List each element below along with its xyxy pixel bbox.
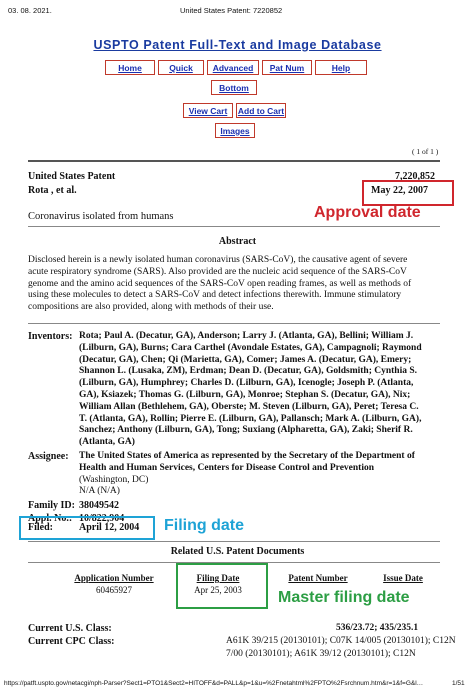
filed-label: Filed: [28, 522, 53, 533]
abstract-text [28, 255, 458, 314]
inventors-value [79, 331, 454, 449]
approval-date-box [362, 180, 454, 206]
abstract-line: Disclosed herein is a newly isolated human coronavirus (SARS-CoV), the causative agent of severe [28, 255, 408, 265]
cpc-class-line1: A61K 39/215 (20130101); C07K 14/005 (20130101); C12N [226, 636, 456, 646]
col-filing-date: Filing Date [196, 573, 240, 583]
col-issue-date: Issue Date [383, 573, 423, 583]
patent-title: Coronavirus isolated from humans [28, 211, 174, 222]
us-class-label: Current U.S. Class: [28, 623, 112, 634]
us-class-value: 536/23.72; 435/235.1 [336, 623, 419, 633]
inventors-line: (Decatur, GA), Chen; Qi (Marietta, GA), Comer; James A. (Decatur, GA), Emery; [79, 354, 412, 365]
inventors-line: William Allan (Bethlehem, GA), Oberste; M. Steven (Lilburn, GA), Peret; Teresa C. [79, 401, 419, 412]
uspto-banner[interactable]: USPTO Patent Full-Text and Image Database [93, 38, 382, 52]
abstract-rule [28, 323, 440, 324]
appl-no-label: Appl. No.: [28, 513, 73, 524]
abstract-line: acute respiratory syndrome (SARS). Also provided are the nucleic acid sequence of the SARS-CoV [28, 266, 407, 277]
inventors-line: (Lilburn, GA), Burns; Cara Carthel (Avondale Estates, GA), Campagnoli; Raymond [79, 342, 422, 353]
inventors-label: Inventors: [28, 331, 73, 342]
print-date: 03. 08. 2021. [8, 6, 52, 15]
filed-value: April 12, 2004 [79, 522, 140, 533]
approval-date-annotation: Approval date [314, 204, 421, 221]
home-button[interactable]: Home [105, 60, 155, 75]
patent-label: United States Patent [28, 171, 116, 182]
add-to-cart-button[interactable]: Add to Cart [236, 103, 286, 118]
appl-no-value: 10/822,904 [79, 513, 125, 524]
title-rule [28, 226, 440, 227]
col-patent-number: Patent Number [288, 573, 348, 583]
advanced-button[interactable]: Advanced [207, 60, 259, 75]
cpc-class-line2: 7/00 (20130101); A61K 39/12 (20130101); C12N [226, 649, 416, 659]
abstract-line: genome and the amino acid sequences of the SARS-CoV open reading frames, as well as methods of [28, 278, 412, 289]
cpc-class-label: Current CPC Class: [28, 636, 115, 647]
inventors-line: (Atlanta, GA) [79, 437, 135, 448]
master-filing-date-box [176, 563, 268, 609]
filing-date-annotation: Filing date [164, 517, 244, 534]
quick-button[interactable]: Quick [158, 60, 204, 75]
related-heading: Related U.S. Patent Documents [170, 546, 305, 557]
abstract-line: compositions are also provided, along with methods of their use. [28, 302, 274, 313]
inventors-line: (Lilburn, GA), Humphrey; Charles D. (Lilburn, GA), Icenogle; Joseph P. (Atlanta, [79, 378, 414, 389]
abstract-line: using these molecules to detect a SARS-CoV and detect infections therewith. Immune stimulatory [28, 290, 402, 301]
col-application-number: Application Number [74, 573, 154, 583]
family-id-value: 38049542 [79, 500, 119, 511]
fields-rule [28, 541, 440, 542]
images-button[interactable]: Images [215, 123, 255, 138]
footer-page: 1/51 [452, 680, 465, 687]
help-button[interactable]: Help [315, 60, 367, 75]
pat-num-button[interactable]: Pat Num [262, 60, 312, 75]
patent-number: 7,220,852 [395, 171, 435, 182]
inventors-line: T. (Atlanta, GA), Rollin; Pierre E. (Lilburn, GA), Pallansch; Mark A. (Lilburn, GA), [79, 413, 422, 424]
related-application-number: 60465927 [96, 585, 132, 595]
footer-url[interactable]: https://patft.uspto.gov/netacgi/nph-Parser?Sect1=PTO1&Sect2=HITOFF&d=PALL&p=1&u=%2Fnetahtml%2FPTO%2Fsrchnum.htm&r=1&f=G&l… [4, 680, 424, 687]
header-rule [28, 160, 440, 162]
assignee-line: The United States of America as represented by the Secretary of the Department of [79, 451, 415, 461]
assignee-value [79, 451, 454, 498]
view-cart-button[interactable]: View Cart [183, 103, 233, 118]
print-title: United States Patent: 7220852 [180, 6, 283, 15]
assignee-line: (Washington, DC) [79, 474, 149, 485]
assignee-line: Health and Human Services, Centers for Disease Control and Prevention [79, 462, 375, 473]
pager: ( 1 of 1 ) [412, 147, 439, 156]
patent-date: May 22, 2007 [371, 185, 428, 196]
inventors-line: Shannon L. (Lusaka, ZM), Erdman; Dean D. (Decatur, GA), Goldsmith; Cynthia S. [79, 366, 418, 377]
bottom-button[interactable]: Bottom [211, 80, 257, 95]
inventors-line: GA), Ksiazek; Thomas G. (Lilburn, GA), Monroe; Stephan S. (Decatur, GA), Nix; [79, 389, 411, 400]
abstract-heading: Abstract [218, 236, 257, 247]
family-id-label: Family ID: [28, 500, 75, 511]
master-filing-date-annotation: Master filing date [278, 589, 410, 606]
inventors-line: Rota; Paul A. (Decatur, GA), Anderson; Larry J. (Atlanta, GA), Bellini; William J. [79, 331, 414, 341]
assignee-label: Assignee: [28, 451, 69, 462]
inventors-line: Sanchez; Anthony (Lilburn, GA), Tong; Suxiang (Alpharetta, GA), Zaki; Sherif R. [79, 425, 413, 436]
assignee-line: N/A (N/A) [79, 486, 120, 497]
inventor-short: Rota , et al. [28, 185, 77, 196]
filing-date-box [19, 516, 155, 540]
related-filing-date: Apr 25, 2003 [194, 585, 242, 595]
